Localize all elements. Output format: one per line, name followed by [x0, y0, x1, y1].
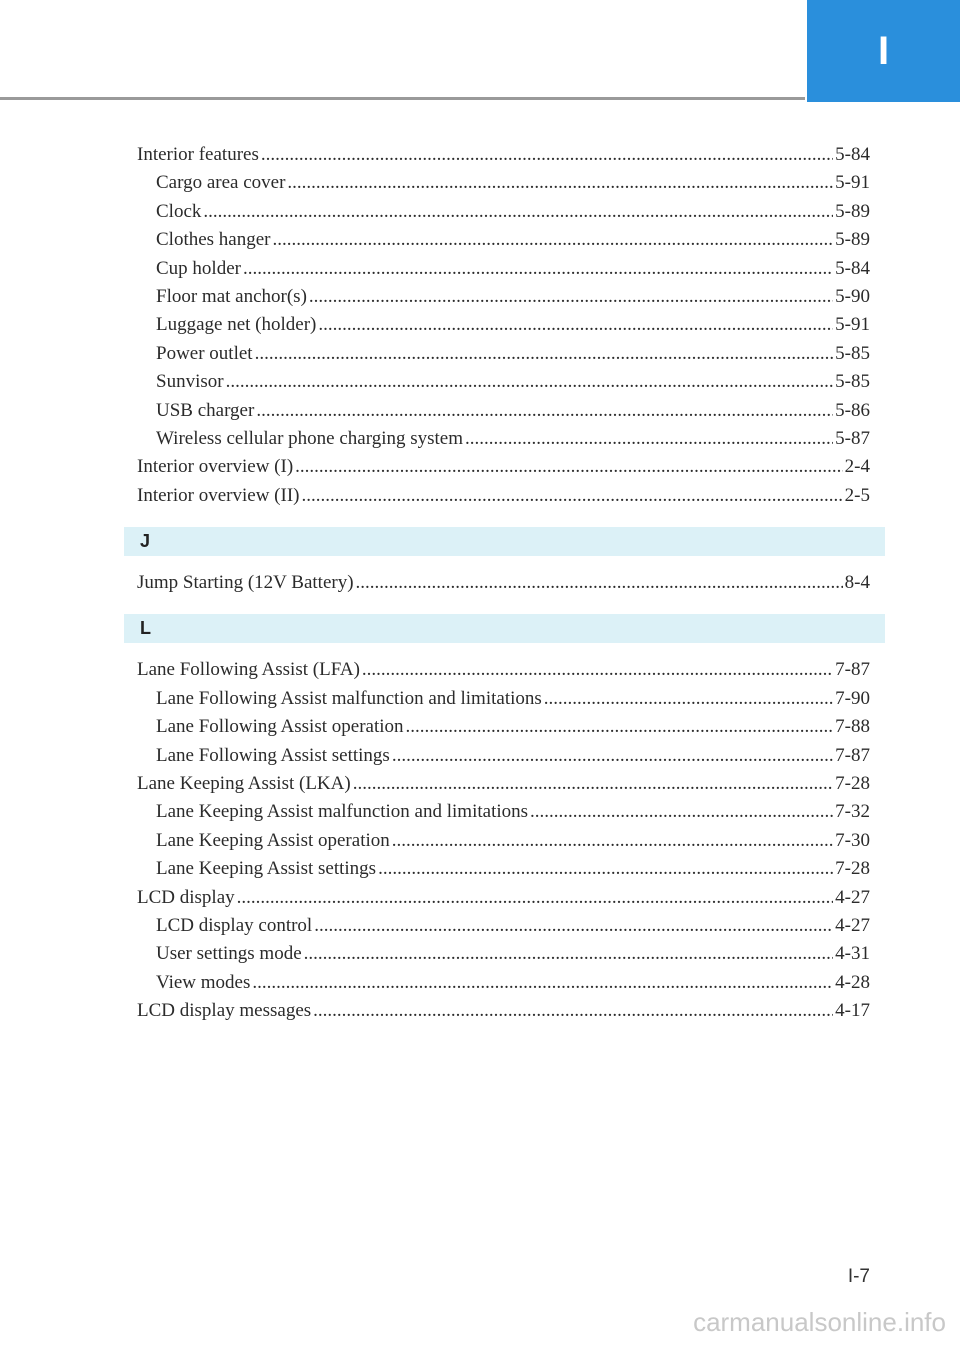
leader-dots	[318, 311, 833, 339]
entry-text: LCD display control	[156, 914, 313, 936]
index-entry[interactable]	[137, 141, 870, 169]
index-subentry[interactable]	[137, 340, 870, 368]
entry-text: LCD display	[137, 886, 235, 908]
entry-page: 5-91	[835, 314, 870, 336]
index-subentry[interactable]	[137, 311, 870, 339]
entry-page: 7-87	[835, 659, 870, 681]
entry-page: 7-90	[835, 687, 870, 709]
entry-page: 5-91	[835, 172, 870, 194]
index-subentry[interactable]	[137, 198, 870, 226]
entry-page: 7-87	[835, 744, 870, 766]
entry-text: Lane Following Assist settings	[156, 744, 390, 766]
entry-text: Clothes hanger	[156, 229, 271, 251]
entry-text: Lane Keeping Assist (LKA)	[137, 773, 351, 795]
index-subentry[interactable]	[137, 368, 870, 396]
entry-text: View modes	[156, 971, 251, 993]
entry-page: 4-27	[835, 914, 870, 936]
entry-text: Lane Following Assist malfunction and limitations	[156, 687, 542, 709]
entry-page: 4-28	[835, 971, 870, 993]
entry-text: Floor mat anchor(s)	[156, 285, 307, 307]
entry-page: 4-17	[835, 1000, 870, 1022]
index-subentry[interactable]	[137, 798, 870, 826]
entry-text: Jump Starting (12V Battery)	[137, 572, 354, 594]
leader-dots	[544, 685, 833, 713]
entry-page: 5-86	[835, 399, 870, 421]
entry-text: Power outlet	[156, 342, 253, 364]
leader-dots	[243, 255, 833, 283]
index-letter-tab: I	[807, 0, 960, 102]
leader-dots	[237, 884, 834, 912]
leader-dots	[226, 368, 834, 396]
entry-page: 2-5	[844, 484, 870, 506]
leader-dots	[309, 283, 833, 311]
leader-dots	[252, 969, 833, 997]
index-entry[interactable]	[137, 656, 870, 684]
entry-text: Lane Following Assist operation	[156, 716, 404, 738]
index-subentry[interactable]	[137, 425, 870, 453]
entry-page: 5-84	[835, 144, 870, 165]
entry-text: Lane Keeping Assist malfunction and limitations	[156, 801, 529, 823]
entry-page: 5-85	[835, 371, 870, 393]
leader-dots	[378, 855, 833, 883]
leader-dots	[530, 798, 833, 826]
leader-dots	[304, 940, 834, 968]
group-l	[137, 656, 870, 1025]
leader-dots	[313, 997, 833, 1025]
index-subentry[interactable]	[137, 713, 870, 741]
index-subentry[interactable]	[137, 685, 870, 713]
group-j	[137, 569, 870, 597]
entry-page: 5-90	[835, 285, 870, 307]
entry-text: Interior overview (II)	[137, 484, 300, 506]
index-subentry[interactable]	[137, 226, 870, 254]
entry-page: 2-4	[844, 456, 870, 478]
leader-dots	[362, 656, 833, 684]
leader-dots	[392, 827, 833, 855]
leader-dots	[261, 141, 833, 169]
entry-page: 5-87	[835, 427, 870, 449]
entry-page: 7-28	[835, 773, 870, 795]
index-subentry[interactable]	[137, 742, 870, 770]
entry-page: 4-27	[835, 886, 870, 908]
leader-dots	[465, 425, 833, 453]
index-entry[interactable]	[137, 770, 870, 798]
leader-dots	[203, 198, 833, 226]
index-subentry[interactable]	[137, 912, 870, 940]
index-subentry[interactable]	[137, 283, 870, 311]
leader-dots	[356, 569, 843, 597]
leader-dots	[406, 713, 834, 741]
entry-page: 7-88	[835, 716, 870, 738]
index-entry[interactable]	[137, 482, 870, 510]
entry-text: User settings mode	[156, 943, 302, 965]
leader-dots	[392, 742, 833, 770]
entry-text: Cup holder	[156, 257, 241, 279]
entry-text: Luggage net (holder)	[156, 314, 317, 336]
entry-text: Clock	[156, 200, 202, 222]
entry-page: 5-84	[835, 257, 870, 279]
entry-text: LCD display messages	[137, 1000, 312, 1022]
entry-page: 4-31	[835, 943, 870, 965]
entry-text: Lane Keeping Assist operation	[156, 829, 390, 851]
section-header-j: J	[124, 527, 885, 556]
leader-dots	[256, 397, 833, 425]
entry-text: Sunvisor	[156, 371, 224, 393]
entry-page: 7-32	[835, 801, 870, 823]
index-subentry[interactable]	[137, 855, 870, 883]
leader-dots	[301, 482, 842, 510]
entry-page: 5-89	[835, 229, 870, 251]
index-list	[137, 141, 870, 1026]
entry-text: Lane Keeping Assist settings	[156, 858, 377, 880]
group-i	[137, 141, 870, 510]
leader-dots	[314, 912, 833, 940]
index-subentry[interactable]	[137, 969, 870, 997]
entry-page: 5-89	[835, 200, 870, 222]
watermark: carmanualsonline.info	[693, 1307, 946, 1337]
index-entry[interactable]	[137, 453, 870, 481]
entry-text: USB charger	[156, 399, 255, 421]
index-subentry[interactable]	[137, 940, 870, 968]
leader-dots	[273, 226, 834, 254]
leader-dots	[295, 453, 843, 481]
entry-page: 7-30	[835, 829, 870, 851]
leader-dots	[353, 770, 833, 798]
entry-text: Interior features	[137, 144, 259, 165]
entry-text: Wireless cellular phone charging system	[156, 427, 464, 449]
entry-text: Cargo area cover	[156, 172, 286, 194]
page-number: I-7	[847, 1266, 870, 1287]
leader-dots	[255, 340, 834, 368]
index-subentry[interactable]	[137, 397, 870, 425]
index-subentry[interactable]	[137, 169, 870, 197]
entry-page: 7-28	[835, 858, 870, 880]
entry-page: 5-85	[835, 342, 870, 364]
index-entry[interactable]	[137, 569, 870, 597]
index-entry[interactable]	[137, 997, 870, 1025]
header-rule	[0, 97, 805, 100]
entry-page: 8-4	[844, 572, 870, 594]
section-header-l: L	[124, 614, 885, 643]
entry-text: Lane Following Assist (LFA)	[137, 659, 360, 681]
index-subentry[interactable]	[137, 827, 870, 855]
index-subentry[interactable]	[137, 255, 870, 283]
entry-text: Interior overview (I)	[137, 456, 294, 478]
leader-dots	[287, 169, 833, 197]
index-entry[interactable]	[137, 884, 870, 912]
